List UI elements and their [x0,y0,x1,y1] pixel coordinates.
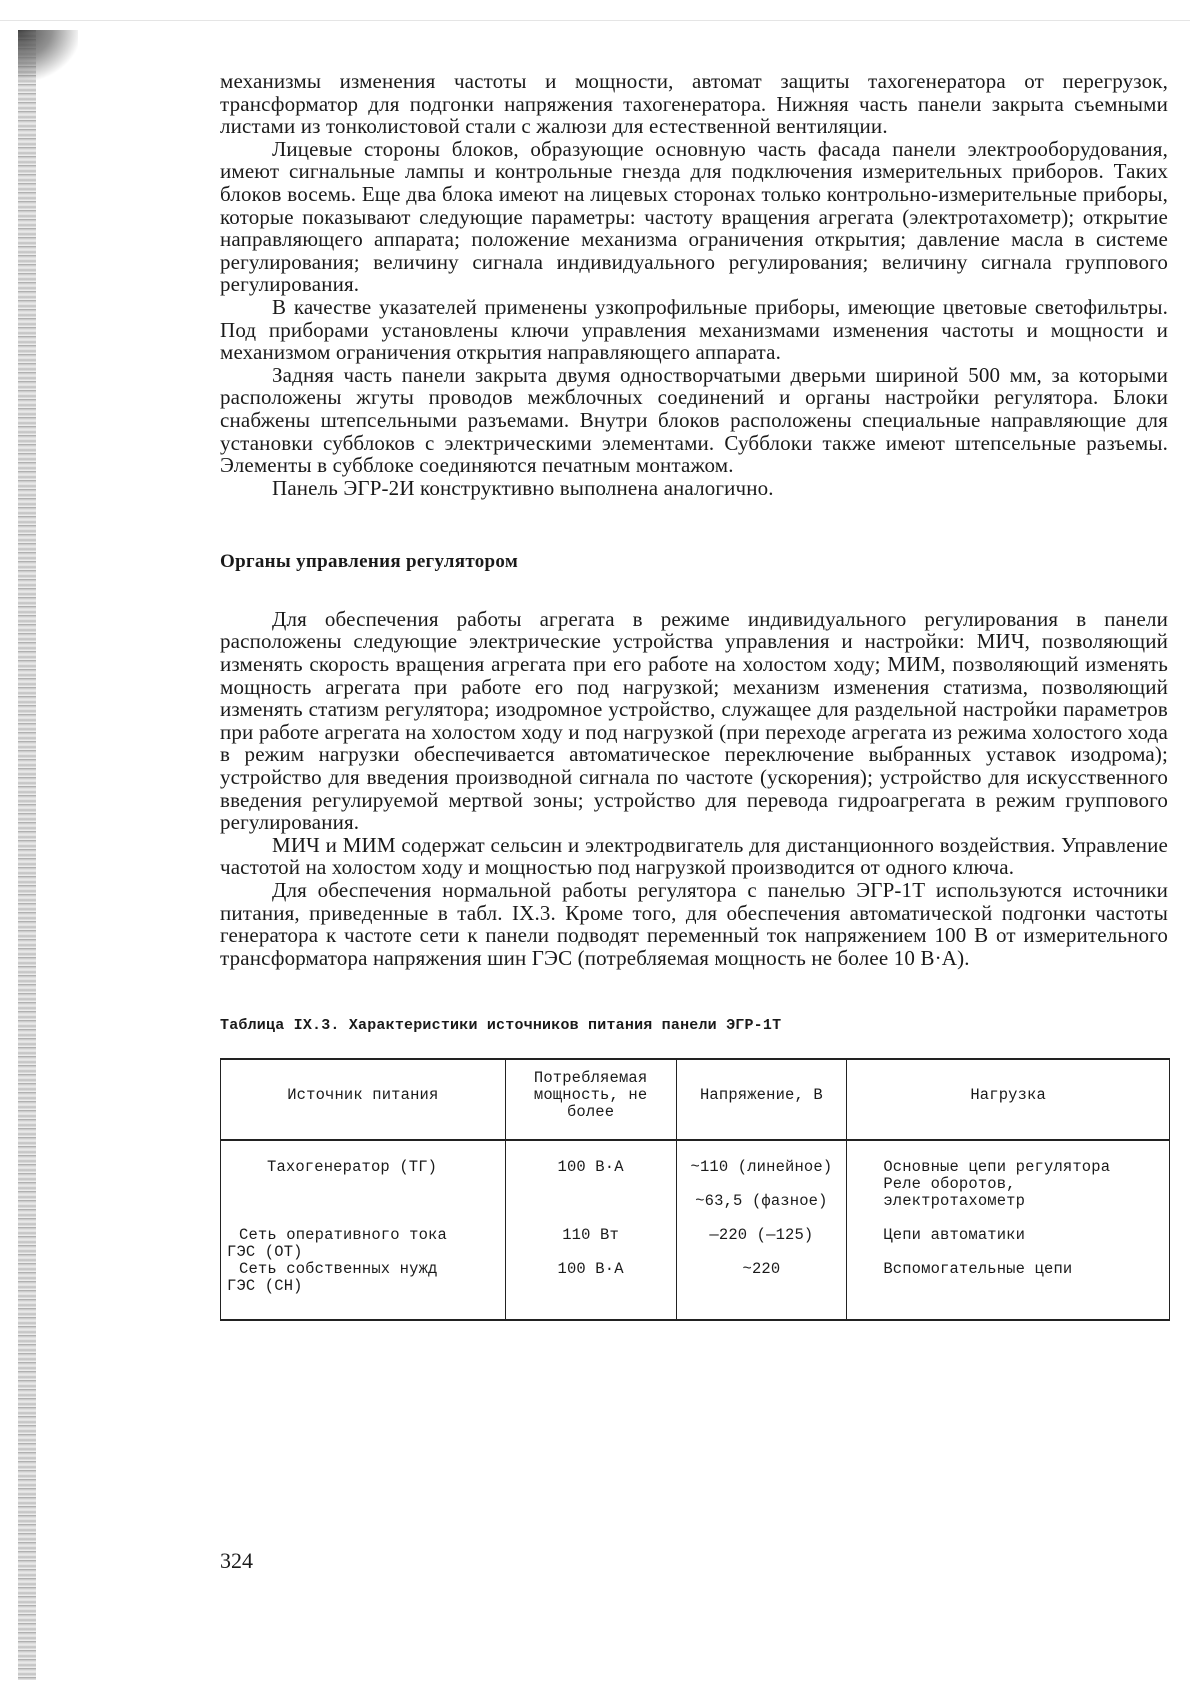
paragraph: Для обеспечения нормальной работы регулятора с панелью ЭГР-1Т используются источники питания, приведенные в табл. IX.3. Кроме того, для обеспечения автоматической подгонки частоты генератора к частоте сети к панели подводят переменный ток напряжением 100 В от измерительного трансформатора напряжения шин ГЭС (потребляемая мощность не более 10 В·А). [220,878,1168,970]
table-row [221,1140,1170,1227]
cell-load [847,1140,1170,1227]
power-sources-table [220,1058,1170,1321]
paragraph: механизмы изменения частоты и мощности, автомат защиты тахогенератора от перегрузок, трансформатор для подгонки напряжения тахогенератора. Нижняя часть панели закрыта съемными листами из тонколистовой стали с жалюзи для естественной вентиляции. [220,69,1168,139]
column-header-source: Источник питания [221,1059,506,1140]
cell-text: Основные цепи регулятора [883,1157,1111,1176]
cell-text: ~220 [742,1259,781,1278]
cell-voltage [676,1140,847,1227]
paragraph: Лицевые стороны блоков, образующие основную часть фасада панели электрооборудования, имеют сигнальные лампы и контрольные гнезда для подключения измерительных приборов. Таких блоков восемь. Еще два блока имеют на лицевых сторонах только контрольно-измерительные приборы, которые показывают следующие параметры: частоту вращения агрегата (электротахометр); открытие направляющего аппарата; положение механизма ограничения открытия; давление масла в системе регулирования; величину сигнала индивидуального регулирования; величину сигнала группового регулирования. [220,136,1168,297]
cell-text: ГЭС (СН) [227,1276,303,1295]
paragraph: В качестве указателей применены узкопрофильные приборы, имеющие цветовые светофильтры. Под приборами установлены ключи управления механизмами изменения частоты и мощности и механизмом ограничения открытия направляющего аппарата. [220,294,1168,365]
page-number: 324 [220,1548,253,1573]
table-header-row [221,1059,1170,1140]
cell-text: Вспомогательные цепи [883,1259,1073,1278]
cell-source [221,1140,506,1227]
cell-text: Сеть собственных нужд [239,1259,438,1278]
table-caption: Таблица IX.3. Характеристики источников питания панели ЭГР-1Т [220,1017,782,1035]
cell-text: Тахогенератор (ТГ) [267,1157,438,1176]
cell-load [847,1227,1170,1261]
cell-text: 100 В·А [557,1259,624,1278]
cell-text: ~110 (линейное) [690,1157,833,1176]
cell-source [221,1261,506,1320]
document-page [220,70,1168,1321]
cell-text: ГЭС (ОТ) [227,1242,303,1261]
table-row [221,1227,1170,1261]
cell-text: Цепи автоматики [883,1225,1026,1244]
cell-load [847,1261,1170,1320]
paragraph: Панель ЭГР-2И конструктивно выполнена аналогично. [272,475,774,500]
cell-text: 100 В·А [557,1157,624,1176]
cell-text: Реле оборотов, электротахометр [883,1174,1026,1210]
paragraph: Задняя часть панели закрыта двумя одностворчатыми дверьми шириной 500 мм, за которыми расположены жгуты проводов межблочных соединений и органы настройки регулятора. Блоки снабжены штепсельными разъемами. Внутри блоков расположены специальные направляющие для установки субблоков с электрическими элементами. Субблоки также имеют штепсельные разъемы. Элементы в субблоке соединяются печатным монтажом. [220,362,1168,478]
table-row [221,1261,1170,1320]
scan-corner-shadow [18,30,78,80]
column-header-voltage: Напряжение, В [676,1059,847,1140]
cell-text: —220 (—125) [709,1225,814,1244]
scan-top-edge [0,20,1190,21]
column-header-power: Потребляемая мощность, не более [505,1059,676,1140]
cell-voltage [676,1261,847,1320]
cell-voltage [676,1227,847,1261]
cell-text: ~63,5 (фазное) [695,1191,828,1210]
scan-binding-shadow [18,30,36,1680]
paragraph: МИЧ и МИМ содержат сельсин и электродвигатель для дистанционного воздействия. Управление частотой на холостом ходу и мощностью под нагрузкой производится от одного ключа. [220,832,1168,880]
cell-power [505,1261,676,1320]
cell-source [221,1227,506,1261]
column-header-load: Нагрузка [847,1059,1170,1140]
section-heading: Органы управления регулятором [220,551,519,573]
cell-power [505,1140,676,1227]
cell-text: Сеть оперативного тока [239,1225,447,1244]
paragraph: Для обеспечения работы агрегата в режиме индивидуального регулирования в панели расположены следующие электрические устройства управления и настройки: МИЧ, позволяющий изменять скорость вращения агрегата при его работе на холостом ходу; МИМ, позволяющий изменять мощность агрегата при работе его под нагрузкой; механизм изменения статизма, позволяющий изменять статизм регулятора; изодромное устройство, служащее для раздельной настройки параметров при работе агрегата на холостом ходу и под нагрузкой (при переходе агрегата из режима холостого хода в режим нагрузки обеспечивается автоматическое переключение выбранных уставок изодрома); устройство для введения производной сигнала по частоте (ускорения); устройство для искусственного введения регулируемой мертвой зоны; устройство для перевода гидроагрегата в режим группового регулирования. [220,606,1168,835]
cell-text: 110 Вт [562,1225,619,1244]
cell-power [505,1227,676,1261]
